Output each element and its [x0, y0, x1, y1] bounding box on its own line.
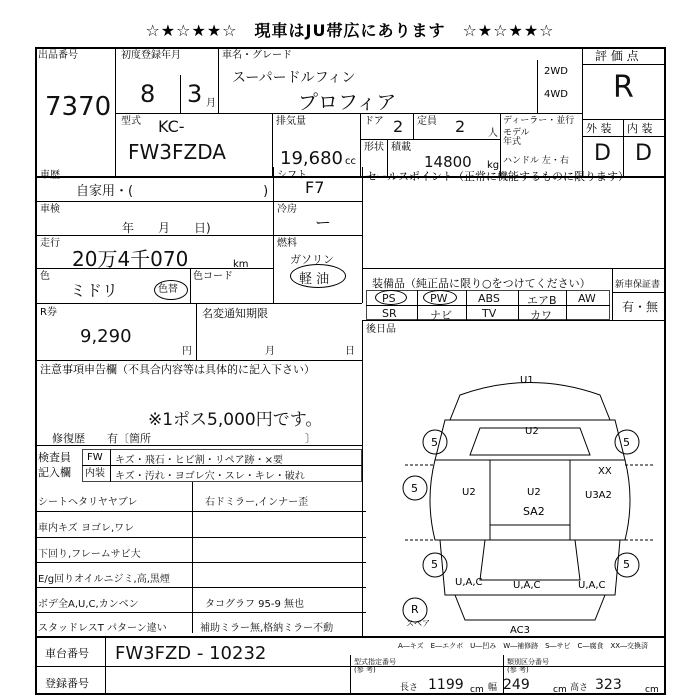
- equip-leather: カワ: [530, 309, 552, 322]
- equip-sr: SR: [382, 307, 397, 320]
- remark-6: スタッドレスT パターン違い: [38, 623, 167, 634]
- capacity-unit: 人: [488, 128, 498, 139]
- score-label: 評 価 点: [595, 49, 639, 63]
- diagram-hood: U2: [527, 487, 541, 498]
- banner-text: ☆★☆★★☆ 現車はJU帯広にあります ☆★☆★★☆: [145, 21, 555, 40]
- month-unit: 月: [206, 98, 216, 109]
- diagram-center: SA2: [523, 505, 545, 518]
- diagram-right-door: U3A2: [585, 490, 612, 501]
- inspector-fw-items: キズ・飛石・ヒビ割・リペア跡・×要: [115, 455, 283, 466]
- equip-abs: ABS: [478, 292, 500, 305]
- color-label: 色: [40, 271, 50, 282]
- displacement-value: 19,680: [280, 148, 343, 169]
- notice-month: 月: [265, 346, 275, 357]
- fuel-diesel: 軽 油: [299, 272, 330, 287]
- shift-value: F7: [305, 178, 325, 197]
- inspector-int-label: 内装: [85, 468, 105, 479]
- diagram-xx: XX: [598, 466, 612, 477]
- exterior-score: D: [594, 141, 611, 166]
- notice-label: 名変通知期限: [202, 307, 268, 320]
- diagram-bottom: AC3: [510, 625, 531, 636]
- remark-3: 下回り,フレームサビ大: [38, 549, 141, 560]
- diagram-rear-right: U,A,C: [578, 580, 606, 591]
- inspector-label-2: 記入欄: [38, 466, 71, 479]
- length-label: 長さ: [400, 683, 419, 693]
- history-label: 車歴: [40, 170, 60, 181]
- chassis-label: 車台番号: [45, 647, 89, 660]
- chassis-value: FW3FZD - 10232: [115, 643, 267, 664]
- equip-navi: ナビ: [430, 309, 452, 322]
- roof-outline: [450, 383, 610, 421]
- mileage-value: 20万4千070: [72, 247, 189, 271]
- bottom-outline: [455, 595, 605, 620]
- repair-history: 修復歴 有〔箇所 〕: [52, 432, 316, 445]
- remark-5: ボデ全A,U,C,カンベン: [38, 599, 139, 610]
- first-reg-label: 初度登録年月: [121, 50, 181, 61]
- registration-label: 登録番号: [45, 677, 89, 690]
- tire-left-mid-label: 5: [411, 482, 418, 495]
- remark-2: 車内キズ ヨゴレ,ワレ: [38, 523, 135, 534]
- load-label: 積載: [391, 142, 411, 153]
- rear-window-outline: [480, 540, 580, 580]
- cooler-value: ー: [315, 213, 332, 232]
- diagram-roof: U2: [525, 426, 539, 437]
- warranty-label: 新車保証書: [615, 280, 661, 290]
- sales-point-label: セールスポイント（正常に機能するものに限ります）: [366, 170, 630, 183]
- tire-right-top-label: 5: [623, 436, 630, 449]
- diagram-legend: A―キズ E―エクボ U―凹み W―補修跡 S―サビ C―腐食 XX―交換済: [398, 642, 649, 650]
- displacement-unit: cc: [345, 156, 356, 167]
- displacement-label: 排気量: [276, 116, 306, 127]
- height-unit: cm: [645, 685, 659, 695]
- load-value: 14800: [424, 153, 472, 171]
- tire-left-bottom-label: 5: [431, 558, 438, 571]
- equip-airbag: エアB: [527, 294, 557, 307]
- width-value: 249: [503, 677, 530, 693]
- spec-number-label: 型式指定番号 (参 考): [354, 658, 396, 674]
- tire-right-bottom-label: 5: [623, 558, 630, 571]
- score-value: R: [613, 70, 634, 105]
- remark-right-2: タコグラフ 95-9 無也: [205, 599, 305, 610]
- first-reg-year: 8: [140, 80, 156, 108]
- color-change-label: 色替: [158, 284, 178, 295]
- model-prefix: KC-: [158, 117, 185, 136]
- remark-right-3: 補助ミラー無,格納ミラー不動: [200, 623, 334, 634]
- notes-label: 注意事項申告欄（不具合内容等は具体的に記入下さい）: [40, 363, 315, 376]
- left-side-outline: [430, 460, 490, 540]
- shift-label: シフト: [277, 170, 307, 181]
- door-value: 2: [393, 117, 404, 136]
- model-year-label: モデル 年式: [503, 128, 530, 147]
- equip-ps: PS: [382, 292, 396, 305]
- equipment-label: 装備品（純正品に限り○をつけてください）: [372, 277, 591, 290]
- drive-2wd: 2WD: [544, 66, 568, 77]
- tire-left-top-label: 5: [431, 436, 438, 449]
- width-label: 幅: [488, 683, 498, 693]
- diagram-top: U1: [520, 375, 534, 386]
- interior-label: 内 装: [627, 122, 653, 135]
- diagram-rear-left: U,A,C: [455, 577, 483, 588]
- equip-pw-circle: [423, 290, 457, 305]
- door-label: ドア: [364, 116, 384, 127]
- first-reg-month: 3: [187, 80, 203, 108]
- interior-score: D: [635, 141, 652, 166]
- fuel-gasoline: ガソリン: [290, 253, 334, 266]
- diagram-left-door: U2: [462, 487, 476, 498]
- recycle-value: 9,290: [80, 326, 132, 347]
- drive-4wd: 4WD: [544, 89, 568, 100]
- vehicle-grade: プロフィア: [298, 90, 397, 114]
- color-value: ミドリ: [70, 281, 119, 300]
- remark-1: シートヘタリヤヤブレ: [38, 497, 138, 508]
- diagram-rear-center: U,A,C: [513, 580, 541, 591]
- notice-day: 日: [345, 346, 355, 357]
- fuel-label: 燃料: [277, 238, 297, 249]
- height-value: 323: [595, 677, 622, 693]
- spare-tire-label: R: [411, 603, 419, 616]
- recycle-unit: 円: [182, 346, 192, 357]
- equip-pw: PW: [430, 292, 448, 305]
- cooler-label: 冷房: [277, 204, 297, 215]
- exterior-label: 外 装: [586, 122, 612, 135]
- capacity-value: 2: [455, 117, 466, 136]
- inspection-label: 車検: [40, 204, 60, 215]
- inspector-int-items: キズ・汚れ・ヨゴレ穴・スレ・キレ・破れ: [115, 471, 305, 482]
- model-label: 型式: [121, 116, 141, 127]
- inspector-fw-label: FW: [87, 452, 103, 463]
- length-unit: cm: [470, 685, 484, 695]
- mileage-label: 走行: [40, 238, 60, 249]
- history-value: 自家用・( ): [76, 184, 269, 199]
- color-code-label: 色コード: [193, 271, 233, 282]
- inspection-value: 年 月 日): [122, 221, 211, 235]
- handle-label: ハンドル 左・右: [503, 156, 569, 166]
- model-value: FW3FZDA: [128, 140, 226, 164]
- remark-right-1: 右ドミラー,インナー歪: [205, 497, 309, 508]
- warranty-value: 有・無: [622, 300, 659, 314]
- notes-text: ※1ポス5,000円です。: [148, 410, 323, 430]
- equip-aw: AW: [578, 292, 596, 305]
- height-label: 高さ: [570, 683, 589, 693]
- shape-label: 形状: [364, 142, 384, 153]
- inspector-label-1: 検査員: [38, 451, 71, 464]
- load-unit: kg: [487, 160, 500, 171]
- remark-4: E/g回りオイルニジミ,高,黒煙: [38, 574, 170, 585]
- vehicle-name: スーパードルフィン: [232, 70, 356, 86]
- dealer-label: ディーラー・並行: [503, 116, 575, 126]
- capacity-label: 定員: [417, 116, 437, 127]
- length-value: 1199: [428, 677, 464, 693]
- lot-label: 出品番号: [38, 50, 78, 61]
- lot-number: 7370: [45, 92, 112, 122]
- spare-label: スペア: [406, 619, 430, 628]
- equip-tv: TV: [482, 307, 497, 320]
- vehicle-name-label: 車名・グレード: [222, 50, 292, 61]
- width-unit: cm: [553, 685, 567, 695]
- category-number-label: 類別区分番号 (参 考): [507, 658, 549, 674]
- recycle-label: R券: [40, 307, 57, 318]
- equip-ps-circle: [375, 290, 407, 305]
- mileage-unit: km: [233, 259, 249, 270]
- aftermarket-label: 後日品: [366, 324, 396, 335]
- fuel-diesel-circle: [290, 264, 346, 288]
